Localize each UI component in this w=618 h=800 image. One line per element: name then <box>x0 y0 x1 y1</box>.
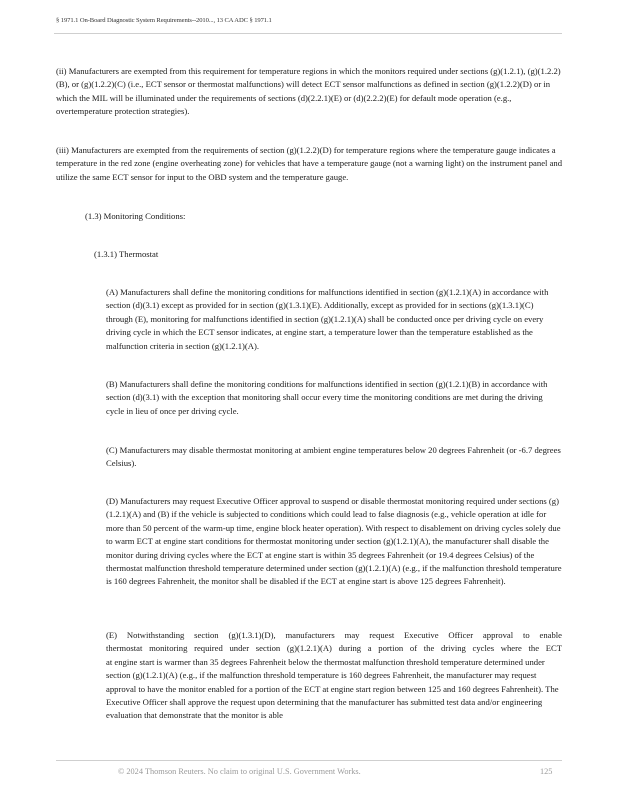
copyright-notice: © 2024 Thomson Reuters. No claim to original U.S. Government Works. <box>118 767 361 776</box>
running-header: § 1971.1 On-Board Diagnostic System Requirements--2010..., 13 CA ADC § 1971.1 <box>56 17 272 24</box>
paragraph-E <box>106 629 562 723</box>
paragraph-A: (A) Manufacturers shall define the monitoring conditions for malfunctions identified in section (g)(1.2.1)(A) in accordance with section (d)(3.1) except as provided for in section (g)(1.3.1)(E). Additionally, except as provided for in sections (g)(1.3.1)(C) through (E), monitoring for malfunctions identified in section (g)(1.2.1)(A) shall be conducted once per driving cycle on every driving cycle in which the ECT sensor indicates, at engine start, a temperature lower than the temperature established as the malfunction criteria in section (g)(1.2.1)(A). <box>106 287 549 351</box>
paragraph-E-line-2: thermostat monitoring required under section (g)(1.2.1)(A) during a portion of the driving cycles where the ECT <box>106 643 562 654</box>
page-number: 125 <box>540 767 553 776</box>
subsection-heading-thermostat: (1.3.1) Thermostat <box>94 249 159 259</box>
paragraph-iii: (iii) Manufacturers are exempted from the requirements of section (g)(1.2.2)(D) for temperature regions where the temperature gauge indicates a temperature in the red zone (engine overheating zone) for vehicles that have a temperature gauge (not a warning light) on the instrument panel and utilize the same ECT sensor for input to the OBD system and the temperature gauge. <box>56 145 563 182</box>
paragraph-E-remainder: at engine start is warmer than 35 degrees Fahrenheit below the thermostat malfunction threshold temperature determined under section (g)(1.2.1)(A) (e.g., if the malfunction threshold temperature is 160 degrees Fahrenheit, the manufacturer may request approval to have the monitor enabled for a portion of the ECT at engine start region between 125 and 160 degrees Fahrenheit). The Executive Officer shall approve the request upon determining that the manufacturer has submitted test data and/or engineering evaluation that demonstrate that the monitor is able <box>106 656 559 721</box>
paragraph-C: (C) Manufacturers may disable thermostat monitoring at ambient engine temperatures below 20 degrees Fahrenheit (or -6.7 degrees Celsius). <box>106 445 561 469</box>
paragraph-E-line-1: (E) Notwithstanding section (g)(1.3.1)(D), manufacturers may request Executive Officer approval to enable <box>106 630 562 640</box>
section-heading-monitoring-conditions: (1.3) Monitoring Conditions: <box>85 211 186 221</box>
paragraph-B: (B) Manufacturers shall define the monitoring conditions for malfunctions identified in section (g)(1.2.1)(B) in accordance with section (d)(3.1) with the exception that monitoring shall occur every time the monitoring conditions are met during the driving cycle in lieu of once per driving cycle. <box>106 379 548 416</box>
paragraph-D: (D) Manufacturers may request Executive Officer approval to suspend or disable thermostat monitoring required under sections (g)(1.2.1)(A) and (B) if the vehicle is subjected to conditions which could lead to false diagnosis (e.g., vehicle operation at idle for more than 50 percent of the warm-up time, engine block heater operation). With respect to disablement on driving cycles solely due to warm ECT at engine start conditions for thermostat monitoring under section (g)(1.2.1)(A), the manufacturer shall disable the monitor during driving cycles where the ECT at engine start is within 35 degrees Fahrenheit (or 19.4 degrees Celsius) of the thermostat malfunction threshold temperature determined under section (g)(1.2.1)(A) (e.g., if the malfunction threshold temperature is 160 degrees Fahrenheit, the monitor shall be disabled if the ECT at engine start is above 125 degrees Fahrenheit). <box>106 496 562 587</box>
footer-divider <box>56 760 562 761</box>
header-divider <box>54 33 562 34</box>
paragraph-ii: (ii) Manufacturers are exempted from this requirement for temperature regions in which the monitors required under sections (g)(1.2.1), (g)(1.2.2)(B), or (g)(1.2.2)(C) (i.e., ECT sensor or thermostat malfunctions) will detect ECT sensor malfunctions as defined in section (g)(1.2.2)(D) or in which the MIL will be illuminated under the requirements of sections (d)(2.2.1)(E) or (d)(2.2.2)(E) for default mode operation (e.g., overtemperature protection strategies). <box>56 66 561 117</box>
